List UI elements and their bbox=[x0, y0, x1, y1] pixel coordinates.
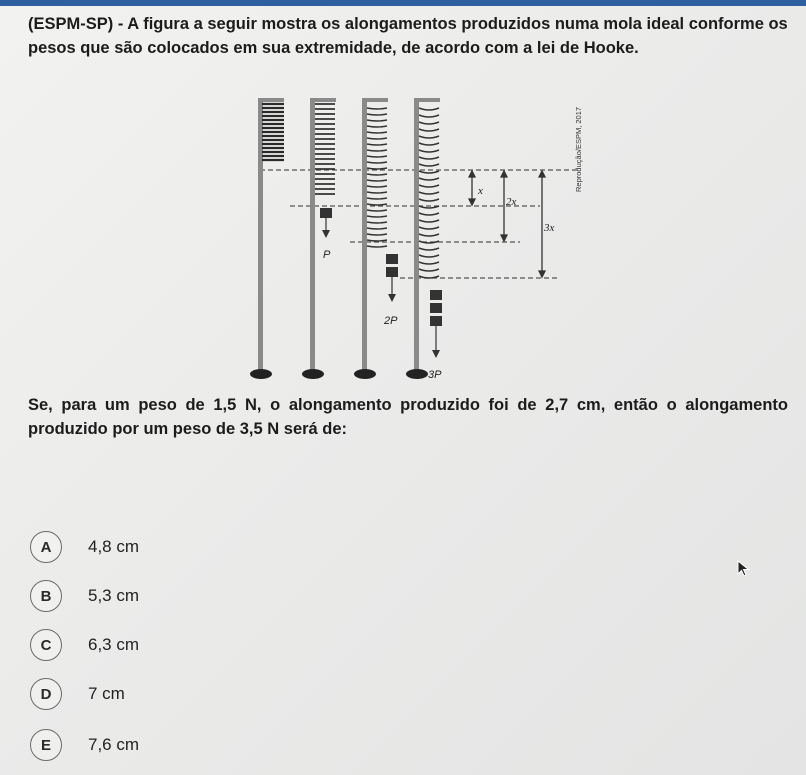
option-c[interactable] bbox=[30, 628, 330, 662]
option-b[interactable] bbox=[30, 579, 330, 613]
option-c-text: 6,3 cm bbox=[88, 635, 140, 654]
stand-3 bbox=[354, 98, 398, 379]
option-e-text: 7,6 cm bbox=[88, 735, 140, 754]
option-c-letter: C bbox=[30, 629, 62, 661]
stand-2 bbox=[302, 98, 336, 379]
figure-svg bbox=[240, 80, 590, 385]
label-x: x bbox=[478, 185, 483, 197]
option-d-text: 7 cm bbox=[88, 684, 125, 703]
option-b-text: 5,3 cm bbox=[88, 586, 140, 605]
option-b-letter: B bbox=[30, 580, 62, 612]
option-a-text: 4,8 cm bbox=[88, 537, 140, 556]
label-3x: 3x bbox=[544, 222, 555, 234]
figure-credit: Reprodução/ESPM, 2017 bbox=[574, 106, 583, 192]
option-a-letter: A bbox=[30, 531, 62, 563]
question-prompt: Se, para um peso de 1,5 N, o alongamento produzido foi de 2,7 cm, então o alongamento produzido por um peso de 3,5 N será de: bbox=[28, 396, 788, 438]
option-d[interactable] bbox=[30, 677, 330, 711]
label-3p: 3P bbox=[428, 369, 442, 381]
top-bar bbox=[0, 0, 806, 6]
option-e[interactable] bbox=[30, 728, 330, 762]
mouse-cursor-icon bbox=[737, 560, 751, 578]
question-statement: (ESPM-SP) - A figura a seguir mostra os alongamentos produzidos numa mola ideal conforme os pesos que são colocados em sua extremidade, de acordo com a lei de Hooke. bbox=[28, 15, 788, 57]
label-2p: 2P bbox=[384, 315, 398, 327]
option-d-letter: D bbox=[30, 678, 62, 710]
stand-1 bbox=[250, 98, 284, 379]
stand-4 bbox=[406, 98, 442, 379]
option-e-letter: E bbox=[30, 729, 62, 761]
hooke-springs-figure bbox=[240, 80, 590, 385]
option-a[interactable] bbox=[30, 530, 330, 564]
label-2x: 2x bbox=[506, 196, 517, 208]
label-p: P bbox=[323, 249, 331, 261]
